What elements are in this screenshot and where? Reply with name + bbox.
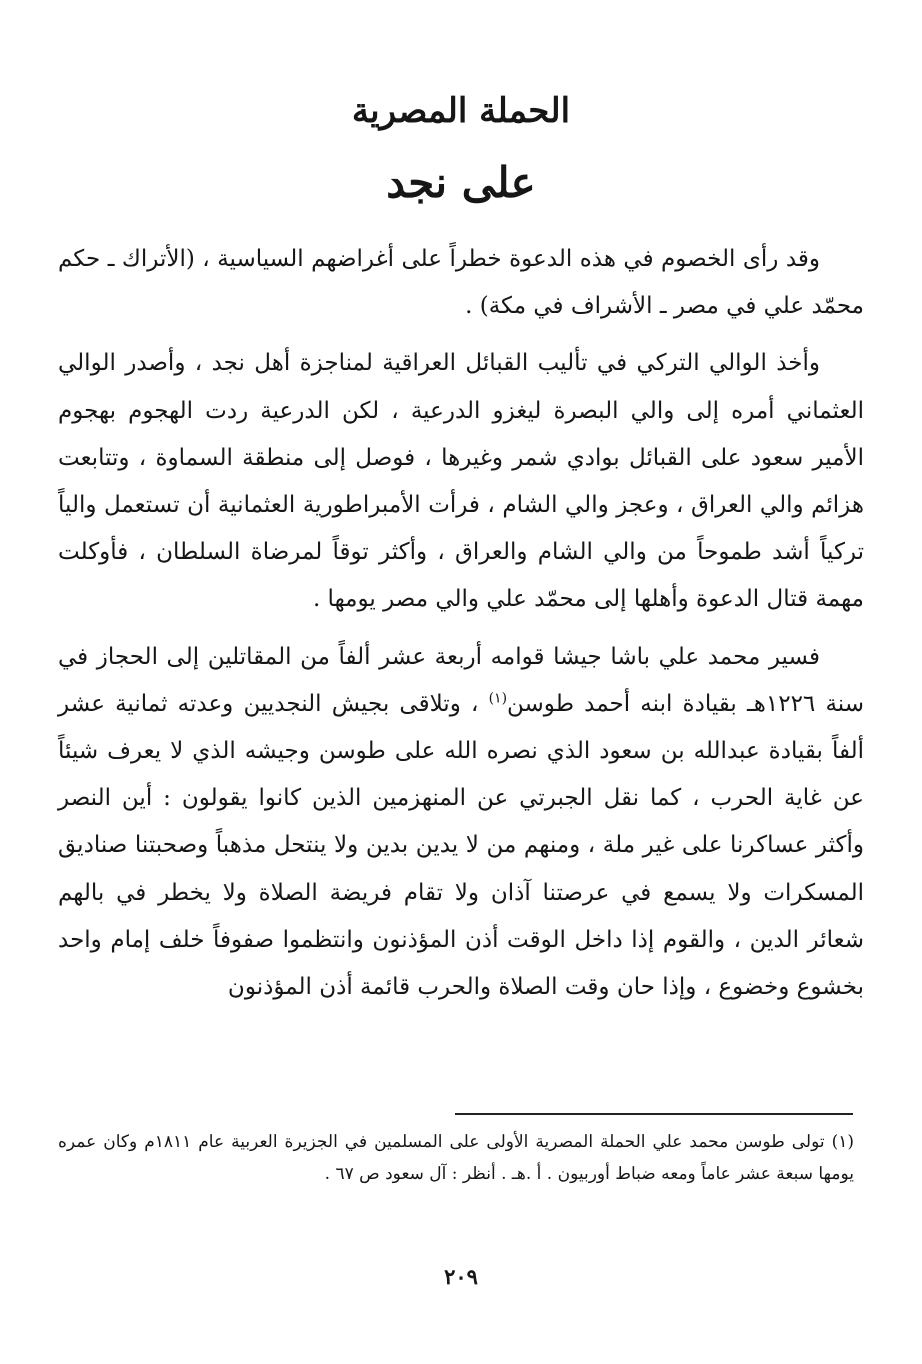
chapter-subtitle: على نجد [386, 158, 536, 207]
paragraph-2: وأخذ الوالي التركي في تأليب القبائل العراقية لمناجزة أهل نجد ، وأصدر الوالي العثماني أمره إلى والي البصرة ليغزو الدرعية ، لكن الدرعية ردت الهجوم بهجوم الأمير سعود على القبائل بوادي شمر وغيرها ، فوصل إلى منطقة السماوة ، وتتابعت هزائم والي العراق ، وعجز والي الشام ، فرأت الأمبراطورية العثمانية أن تستعمل والياً تركياً أشد طموحاً من والي الشام والعراق ، وأكثر توقاً لمرضاة السلطان ، فأوكلت مهمة قتال الدعوة وأهلها إلى محمّد علي والي مصر يومها . [58, 350, 864, 613]
paragraph-1: وقد رأى الخصوم في هذه الدعوة خطراً على أغراضهم السياسية ، (الأتراك ـ حكم محمّد علي في مصر ـ الأشراف في مكة) . [58, 246, 864, 320]
paragraph-3-part-2: ، وتلاقى بجيش النجديين وعدته ثمانية عشر ألفاً بقيادة عبدالله بن سعود الذي نصره الله على طوسن وجيشه الذي لا يعرف شيئاً عن غاية الحرب ، كما نقل الجبرتي عن المنهزمين الذين كانوا يقولون : أين النصر وأكثر عساكرنا على غير ملة ، ومنهم من لا يدين بدين ولا ينتحل مذهباً وصحبتنا صناديق المسكرات ولا يسمع في عرصتنا آذان ولا تقام فريضة الصلاة ولا يخطر في بالهم شعائر الدين ، والقوم إذا داخل الوقت أذن المؤذنون وانتظموا صفوفاً خلف إمام واحد بخشوع وخضوع ، وإذا حان وقت الصلاة والحرب قائمة أذن المؤذنون [58, 690, 864, 1001]
footnote-reference: (١) [488, 690, 508, 707]
body-text [58, 236, 864, 1011]
page-number: ٢٠٩ [444, 1264, 478, 1289]
footnote-1: (١) تولى طوسن محمد علي الحملة المصرية الأولى على المسلمين في الجزيرة العربية عام ١٨١١م وكان عمره يومها سبعة عشر عاماً ومعه ضباط أوربيون . أ .هـ . أنظر : آل سعود ص ٦٧ . [58, 1132, 854, 1184]
paragraph-3-part-1: فسير محمد علي باشا جيشا قوامه أربعة عشر ألفاً من المقاتلين إلى الحجاز في سنة ١٢٢٦هـ بقيادة ابنه أحمد طوسن [58, 643, 864, 717]
footnotes [58, 1126, 854, 1190]
footnote-divider [455, 1113, 853, 1115]
chapter-title: الحملة المصرية [351, 91, 571, 131]
paragraph-3 [58, 634, 864, 1012]
